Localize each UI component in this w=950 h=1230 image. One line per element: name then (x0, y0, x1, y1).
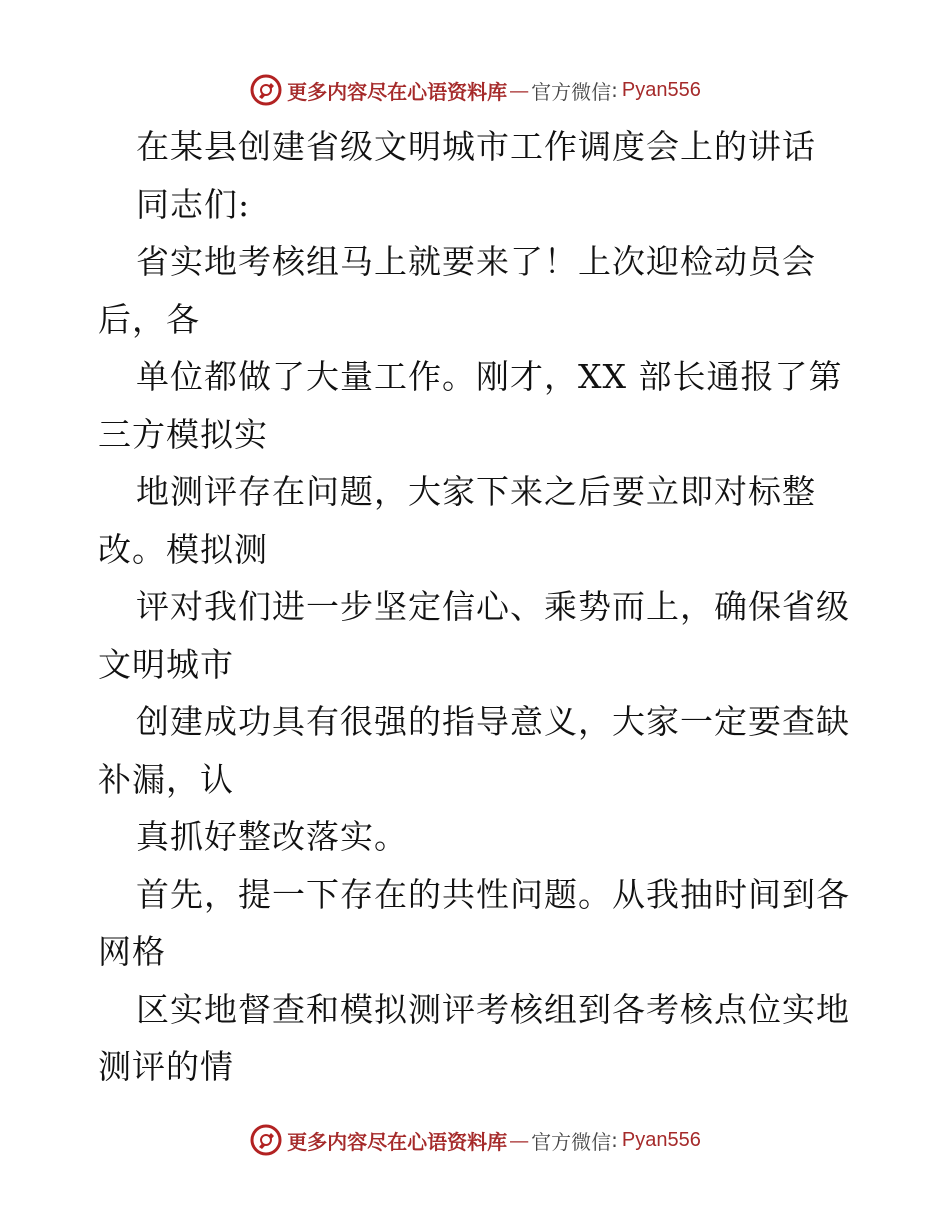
quill-seal-icon (249, 73, 283, 107)
watermark-brand-text: 更多内容尽在心语资料库 (287, 1129, 508, 1154)
paragraph-line: 首先，提一下存在的共性问题。从我抽时间到各 (136, 874, 850, 914)
watermark-dash: — (509, 78, 530, 102)
paragraph-line: 测评的情 (98, 1047, 234, 1086)
paragraph-line: 补漏，认 (98, 759, 234, 799)
paragraph-line: 评对我们进一步坚定信心、乘势而上，确保省级 (136, 587, 850, 626)
footer-watermark (0, 1120, 950, 1160)
watermark-separator: : (611, 78, 618, 102)
paragraph-line: 省实地考核组马上就要来了！上次迎检动员会 (136, 242, 816, 281)
paragraph-line: 真抓好整改落实。 (136, 817, 408, 856)
watermark-account-id: Pyan556 (621, 78, 701, 101)
watermark-official-label: 官方微信 (531, 1129, 612, 1154)
watermark-brand-text: 更多内容尽在心语资料库 (287, 79, 508, 104)
header-watermark (0, 70, 950, 110)
paragraph-line: 文明城市 (98, 644, 234, 684)
salutation: 同志们: (136, 184, 251, 224)
quill-seal-icon (249, 1123, 283, 1157)
watermark-dash: — (509, 1128, 530, 1152)
watermark-official-label: 官方微信 (531, 79, 612, 104)
paragraph-line: 单位都做了大量工作。刚才，XX 部长通报了第 (136, 357, 843, 396)
paragraph-line: 创建成功具有很强的指导意义，大家一定要查缺 (136, 702, 850, 741)
paragraph-line: 地测评存在问题，大家下来之后要立即对标整 (136, 472, 816, 511)
document-title: 在某县创建省级文明城市工作调度会上的讲话 (136, 127, 816, 166)
paragraph-line: 改。模拟测 (98, 529, 268, 569)
paragraph-line: 三方模拟实 (98, 414, 268, 454)
paragraph-line: 后，各 (98, 299, 200, 339)
watermark-separator: : (611, 1128, 618, 1152)
document-body (98, 118, 858, 1096)
watermark-account-id: Pyan556 (621, 1128, 701, 1151)
paragraph-line: 区实地督查和模拟测评考核组到各考核点位实地 (136, 989, 850, 1029)
paragraph-line: 网格 (98, 932, 166, 971)
